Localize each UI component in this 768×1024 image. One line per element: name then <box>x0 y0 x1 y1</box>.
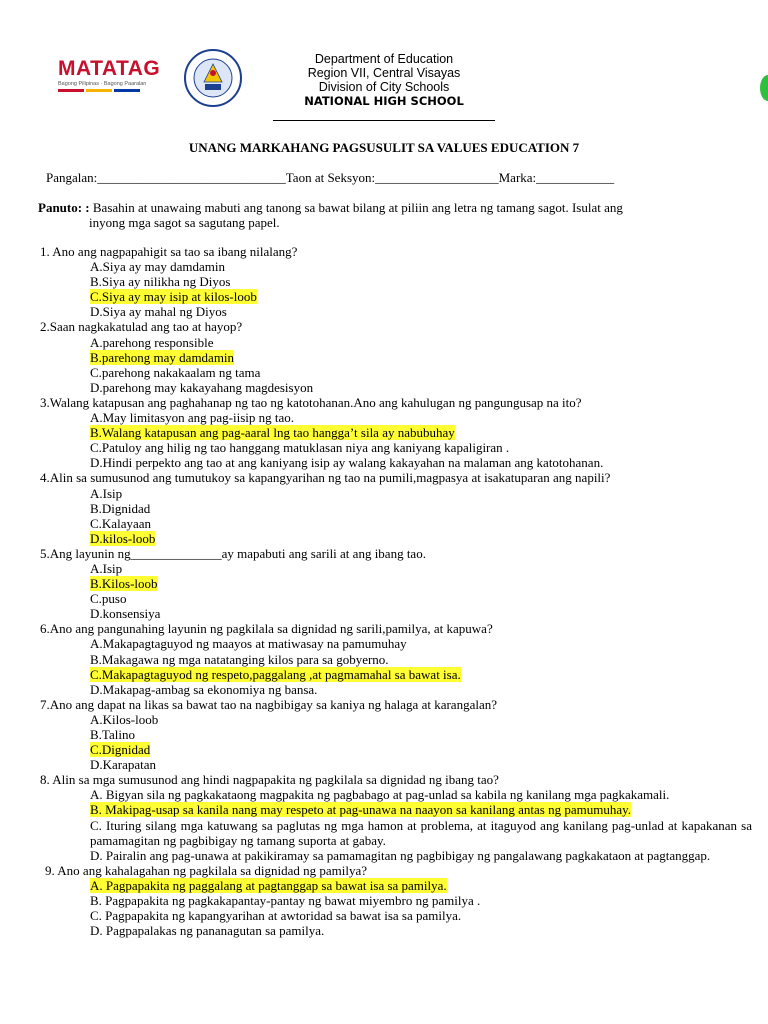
question-1: 1. Ano ang nagpapahigit sa tao sa ibang nilalang? <box>40 244 298 259</box>
deped-line-3: Division of City Schools <box>318 80 450 94</box>
instructions-text-continued: inyong mga sagot sa sagutang papel. <box>89 215 280 230</box>
question-6: 6.Ano ang pangunahing layunin ng pagkilala sa dignidad ng sarili,pamilya, at kapuwa? <box>40 621 493 637</box>
option-9a-highlighted: A. Pagpapakita ng paggalang at pagtanggap sa bawat isa sa pamilya. <box>90 877 447 893</box>
deped-line-2: Region VII, Central Visayas <box>307 66 461 80</box>
option-7a: A.Kilos-loob <box>90 711 159 727</box>
option-2b-highlighted: B.parehong may damdamin <box>90 349 235 365</box>
option-8b-highlighted: B. Makipag-usap sa kanila nang may respeto at pag-unawa na naayon sa kanilang antas ng pamumuhay. <box>90 802 632 818</box>
option-1c-highlighted: C.Siya ay may isip at kilos-loob <box>90 289 257 305</box>
deped-seal-icon <box>178 48 248 108</box>
option-7b: B.Talino <box>90 727 135 742</box>
document-header <box>0 0 768 130</box>
option-5d: D.konsensiya <box>90 606 161 622</box>
option-6b: B.Makagawa ng mga natatanging kilos para sa gobyerno. <box>90 651 389 667</box>
instructions-label: Panuto: : <box>38 200 90 215</box>
option-1a: A.Siya ay may damdamin <box>90 259 226 275</box>
matatag-logo-text: MATATAG <box>58 57 161 80</box>
option-6c-highlighted: C.Makapagtaguyod ng respeto,paggalang ,at pagmamahal sa bawat isa. <box>90 666 461 682</box>
matatag-logo-tagline: Bagong Pilipinas · Bagong Paaralan <box>58 81 147 87</box>
matatag-color-bar <box>58 89 168 92</box>
option-4a: A.Isip <box>90 485 123 501</box>
question-4: 4.Alin sa sumusunod ang tumutukoy sa kapangyarihan ng tao na pumili,magpasya at isakatuparan ang napili? <box>40 470 611 486</box>
option-6a: A.Makapagtaguyod ng maayos at matiwasay na pamumuhay <box>90 636 407 652</box>
question-7: 7.Ano ang dapat na likas sa bawat tao na nagbibigay sa kaniya ng halaga at karangalan? <box>40 696 497 712</box>
deped-heading <box>258 52 510 121</box>
option-4d-highlighted: D.kilos-loob <box>90 530 156 546</box>
option-2a: A.parehong responsible <box>90 334 214 350</box>
exam-title: UNANG MARKAHANG PAGSUSULIT SA VALUES EDUCATION 7 <box>188 140 580 155</box>
instructions-text: Basahin at unawaing mabuti ang tanong sa bawat bilang at piliin ang letra ng tamang sagot. Isulat ang <box>89 200 623 215</box>
option-8a: A. Bigyan sila ng pagkakataong magpakita ng pagbabago at pag-unlad sa kabila ng kanilang mga pagkakamali. <box>90 787 670 803</box>
option-3d: D.Hindi perpekto ang tao at ang kaniyang isip ay walang kakayahan na malaman ang katotohanan. <box>90 455 604 471</box>
option-4b: B.Dignidad <box>90 500 151 516</box>
option-9b: B. Pagpapakita ng pagkakapantay-pantay ng bawat miyembro ng pamilya . <box>90 893 481 909</box>
option-3b-highlighted: B.Walang katapusan ang pag-aaral lng tao hangga’t sila ay nabubuhay <box>90 425 455 441</box>
option-5b-highlighted: B.Kilos-loob <box>90 576 158 592</box>
question-8: 8. Alin sa mga sumusunod ang hindi nagpapakita ng pagkilala sa dignidad ng ibang tao? <box>40 772 499 788</box>
option-6d: D.Makapag-ambag sa ekonomiya ng bansa. <box>90 681 318 697</box>
school-name-blank <box>273 108 495 121</box>
option-8c: C. Ituring silang mga katuwang sa paglutas ng mga hamon at problema, at itaguyod ang kanilang pag-unlad at kapakanan sa pamamagitan ng pagbibigay ng tamang suporta at gabay. <box>90 817 752 848</box>
option-5c: C.puso <box>90 591 127 607</box>
student-info-line: Pangalan:_____________________________Taon at Seksyon:___________________Marka:____________ <box>46 170 615 185</box>
option-9d: D. Pagpapalakas ng pananagutan sa pamilya. <box>90 923 325 939</box>
option-7d: D.Karapatan <box>90 757 157 773</box>
matatag-logo <box>58 58 168 98</box>
option-9c: C. Pagpapakita ng kapangyarihan at awtoridad sa bawat isa sa pamilya. <box>90 908 462 924</box>
green-badge-edge <box>760 75 768 101</box>
option-5a: A.Isip <box>90 560 123 576</box>
school-name: NATIONAL HIGH SCHOOL <box>304 94 464 108</box>
question-9: 9. Ano ang kahalagahan ng pagkilala sa dignidad ng pamilya? <box>45 862 368 878</box>
option-1b: B.Siya ay nilikha ng Diyos <box>90 274 231 290</box>
option-8d: D. Pairalin ang pag-unawa at pakikiramay sa pamamagitan ng pagbibigay ng pangalawang pagkakataon at pagtanggap. <box>90 847 711 863</box>
option-4c: C.Kalayaan <box>90 515 152 531</box>
question-3: 3.Walang katapusan ang paghahanap ng tao ng katotohanan.Ano ang kahulugan ng pangungusap na ito? <box>40 394 582 410</box>
question-list <box>40 244 752 938</box>
option-7c-highlighted: C.Dignidad <box>90 742 151 758</box>
option-3c: C.Patuloy ang hilig ng tao hanggang matuklasan niya ang kaniyang kapaligiran . <box>90 440 510 456</box>
option-1d: D.Siya ay mahal ng Diyos <box>90 304 227 320</box>
deped-line-1: Department of Education <box>314 52 454 66</box>
option-2c: C.parehong nakakaalam ng tama <box>90 364 261 380</box>
option-2d: D.parehong may kakayahang magdesisyon <box>90 379 314 395</box>
question-5: 5.Ang layunin ng______________ay mapabuti ang sarili at ang ibang tao. <box>40 545 426 561</box>
option-3a: A.May limitasyon ang pag-iisip ng tao. <box>90 410 295 426</box>
instructions <box>38 200 750 230</box>
question-2: 2.Saan nagkakatulad ang tao at hayop? <box>40 319 243 335</box>
